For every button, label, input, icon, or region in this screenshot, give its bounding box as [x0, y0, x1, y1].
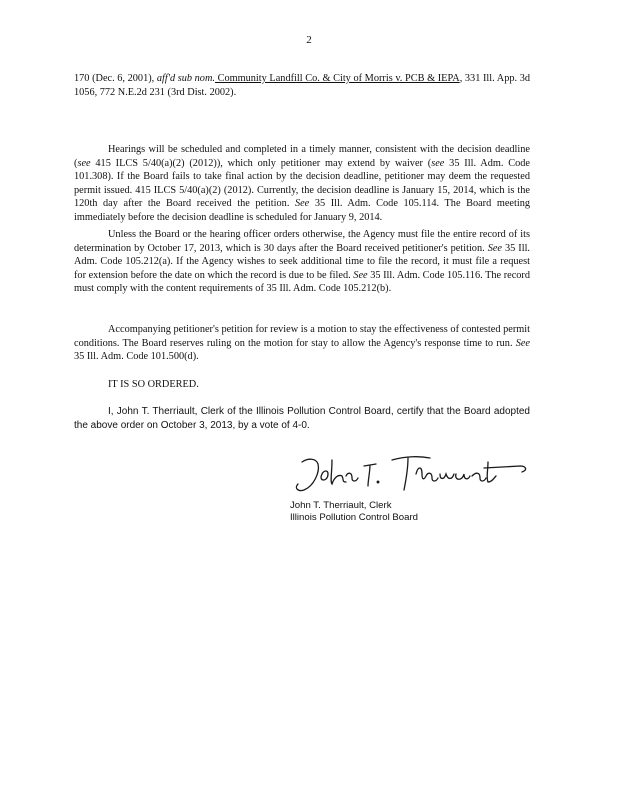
so-ordered: IT IS SO ORDERED.: [108, 379, 199, 390]
see-signal: see: [77, 157, 91, 169]
motion-text-1: Accompanying petitioner's petition for review is a motion to stay the effectiveness of contested permit conditions. The Board reserves ruling on the motion for stay to allow the Agency's response time to run.: [74, 324, 530, 349]
citation-case-name: Community Landfill Co. & City of Morris v. PCB & IEPA: [214, 73, 460, 84]
citation-paragraph: [74, 72, 530, 99]
see-signal: See: [294, 198, 310, 210]
signature-icon: [288, 452, 538, 502]
hearings-text-3: 35 Ill. Adm. Code 101.308). If the Board fails to take final action by the decision deadline, petitioner may deem the requested permit issued. 415 ILCS 5/40(a)(2) (2012). Currently, the decision deadline is January 15, 2014, which is the 120th day after the Board received the petition.: [74, 157, 530, 210]
see-signal: See: [487, 242, 502, 254]
citation-prefix: 170 (Dec. 6, 2001),: [74, 73, 157, 84]
clerk-title: Illinois Pollution Control Board: [290, 512, 418, 524]
certification-paragraph: [74, 405, 530, 433]
motion-paragraph: [74, 323, 530, 364]
record-text-2: 35 Ill. Adm. Code 105.212(a). If the Agency wishes to seek additional time to file the record, it must file a request for extension before the date on which the record is due to be filed.: [74, 242, 531, 281]
clerk-signature: [288, 452, 538, 502]
hearings-text-2: 415 ILCS 5/40(a)(2) (2012)), which only petitioner may extend by waiver (: [90, 157, 432, 169]
clerk-name: John T. Therriault, Clerk: [290, 500, 392, 511]
signature-block: [290, 500, 418, 525]
certification-text: I, John T. Therriault, Clerk of the Illinois Pollution Control Board, certify that the Board adopted the above order on October 3, 2013, by a vote of 4-0.: [74, 406, 530, 431]
see-signal: See: [353, 269, 368, 281]
motion-text-2: 35 Ill. Adm. Code 101.500(d).: [74, 351, 199, 363]
see-signal: see: [431, 157, 445, 169]
record-text-1: Unless the Board or the hearing officer orders otherwise, the Agency must file the entire record of its determination by October 17, 2013, which is 30 days after the Board received petitioner's petition.: [74, 229, 530, 254]
record-paragraph: [74, 228, 530, 296]
citation-rest: , 331 Ill. App. 3d 1056, 772 N.E.2d 231 (3rd Dist. 2002).: [74, 73, 530, 98]
citation-affd: aff'd sub nom.: [156, 73, 215, 84]
hearings-text-4: 35 Ill. Adm. Code 105.114. The Board meeting immediately before the decision deadline is scheduled for January 9, 2014.: [74, 198, 530, 223]
record-text-3: 35 Ill. Adm. Code 105.116. The record must comply with the content requirements of 35 Ill. Adm. Code 105.212(b).: [74, 269, 530, 295]
see-signal: See: [515, 337, 530, 349]
page-number: 2: [306, 34, 312, 46]
hearings-text-1: Hearings will be scheduled and completed in a timely manner, consistent with the decision deadline (: [74, 144, 530, 169]
hearings-paragraph: [74, 143, 530, 225]
